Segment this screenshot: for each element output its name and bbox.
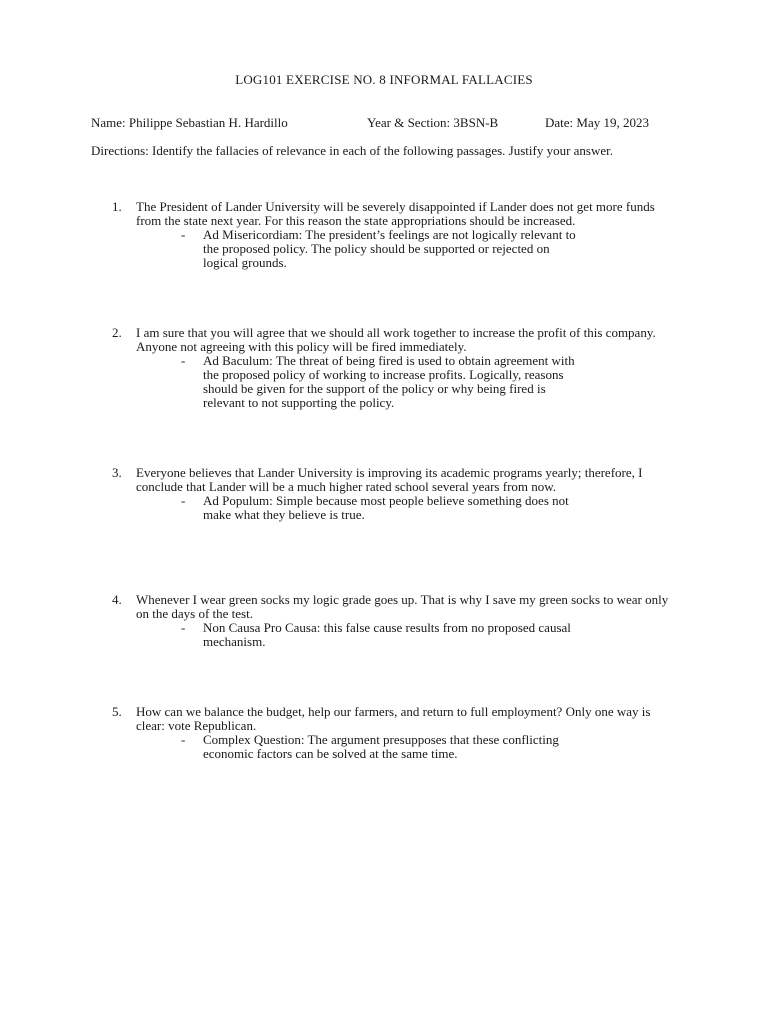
item-answer bbox=[181, 227, 585, 270]
answer-bullet: - bbox=[181, 493, 186, 508]
answer-text: Ad Populum: Simple because most people believe something does not make what they believe is true. bbox=[203, 493, 569, 522]
item-question: How can we balance the budget, help our farmers, and return to full employment? Only one way is clear: vote Republican. bbox=[136, 704, 651, 733]
list-item bbox=[112, 326, 672, 410]
student-info-row bbox=[91, 116, 711, 130]
list-item bbox=[112, 593, 672, 649]
item-answer bbox=[181, 353, 583, 410]
list-item bbox=[112, 200, 672, 270]
item-number: 2. bbox=[112, 325, 122, 340]
item-number: 1. bbox=[112, 199, 122, 214]
list-item bbox=[112, 705, 672, 761]
item-answer bbox=[181, 493, 585, 522]
item-number: 4. bbox=[112, 592, 122, 607]
answer-text: Complex Question: The argument presupposes that these conflicting economic factors can be solved at the same time. bbox=[203, 732, 559, 761]
document-title: LOG101 EXERCISE NO. 8 INFORMAL FALLACIES bbox=[235, 72, 533, 87]
item-number: 5. bbox=[112, 704, 122, 719]
item-question: Everyone believes that Lander University is improving its academic programs yearly; therefore, I conclude that Lander will be a much higher rated school several years from now. bbox=[136, 465, 643, 494]
answer-bullet: - bbox=[181, 732, 186, 747]
item-answer bbox=[181, 732, 575, 761]
answer-text: Ad Baculum: The threat of being fired is used to obtain agreement with the proposed policy of working to increase profits. Logically, reasons should be given for the support of the policy or why being fired is relevant to not supporting the policy. bbox=[203, 353, 575, 410]
answer-text: Ad Misericordiam: The president’s feelings are not logically relevant to the proposed policy. The policy should be supported or rejected on logical grounds. bbox=[203, 227, 576, 270]
answer-bullet: - bbox=[181, 620, 186, 635]
answer-text: Non Causa Pro Causa: this false cause results from no proposed causal mechanism. bbox=[203, 620, 571, 649]
item-question: The President of Lander University will be severely disappointed if Lander does not get more funds from the state next year. For this reason the state appropriations should be increased. bbox=[136, 199, 655, 228]
answer-bullet: - bbox=[181, 353, 186, 368]
student-name: Name: Philippe Sebastian H. Hardillo bbox=[91, 115, 288, 130]
answer-bullet: - bbox=[181, 227, 186, 242]
year-section: Year & Section: 3BSN-B bbox=[367, 115, 499, 130]
item-answer bbox=[181, 620, 583, 649]
item-number: 3. bbox=[112, 465, 122, 480]
directions: Directions: Identify the fallacies of relevance in each of the following passages. Justify your answer. bbox=[91, 143, 613, 158]
item-question: Whenever I wear green socks my logic grade goes up. That is why I save my green socks to wear only on the days of the test. bbox=[136, 592, 669, 621]
list-item bbox=[112, 466, 672, 522]
date: Date: May 19, 2023 bbox=[545, 115, 649, 130]
item-question: I am sure that you will agree that we should all work together to increase the profit of this company. Anyone not agreeing with this policy will be fired immediately. bbox=[136, 325, 656, 354]
